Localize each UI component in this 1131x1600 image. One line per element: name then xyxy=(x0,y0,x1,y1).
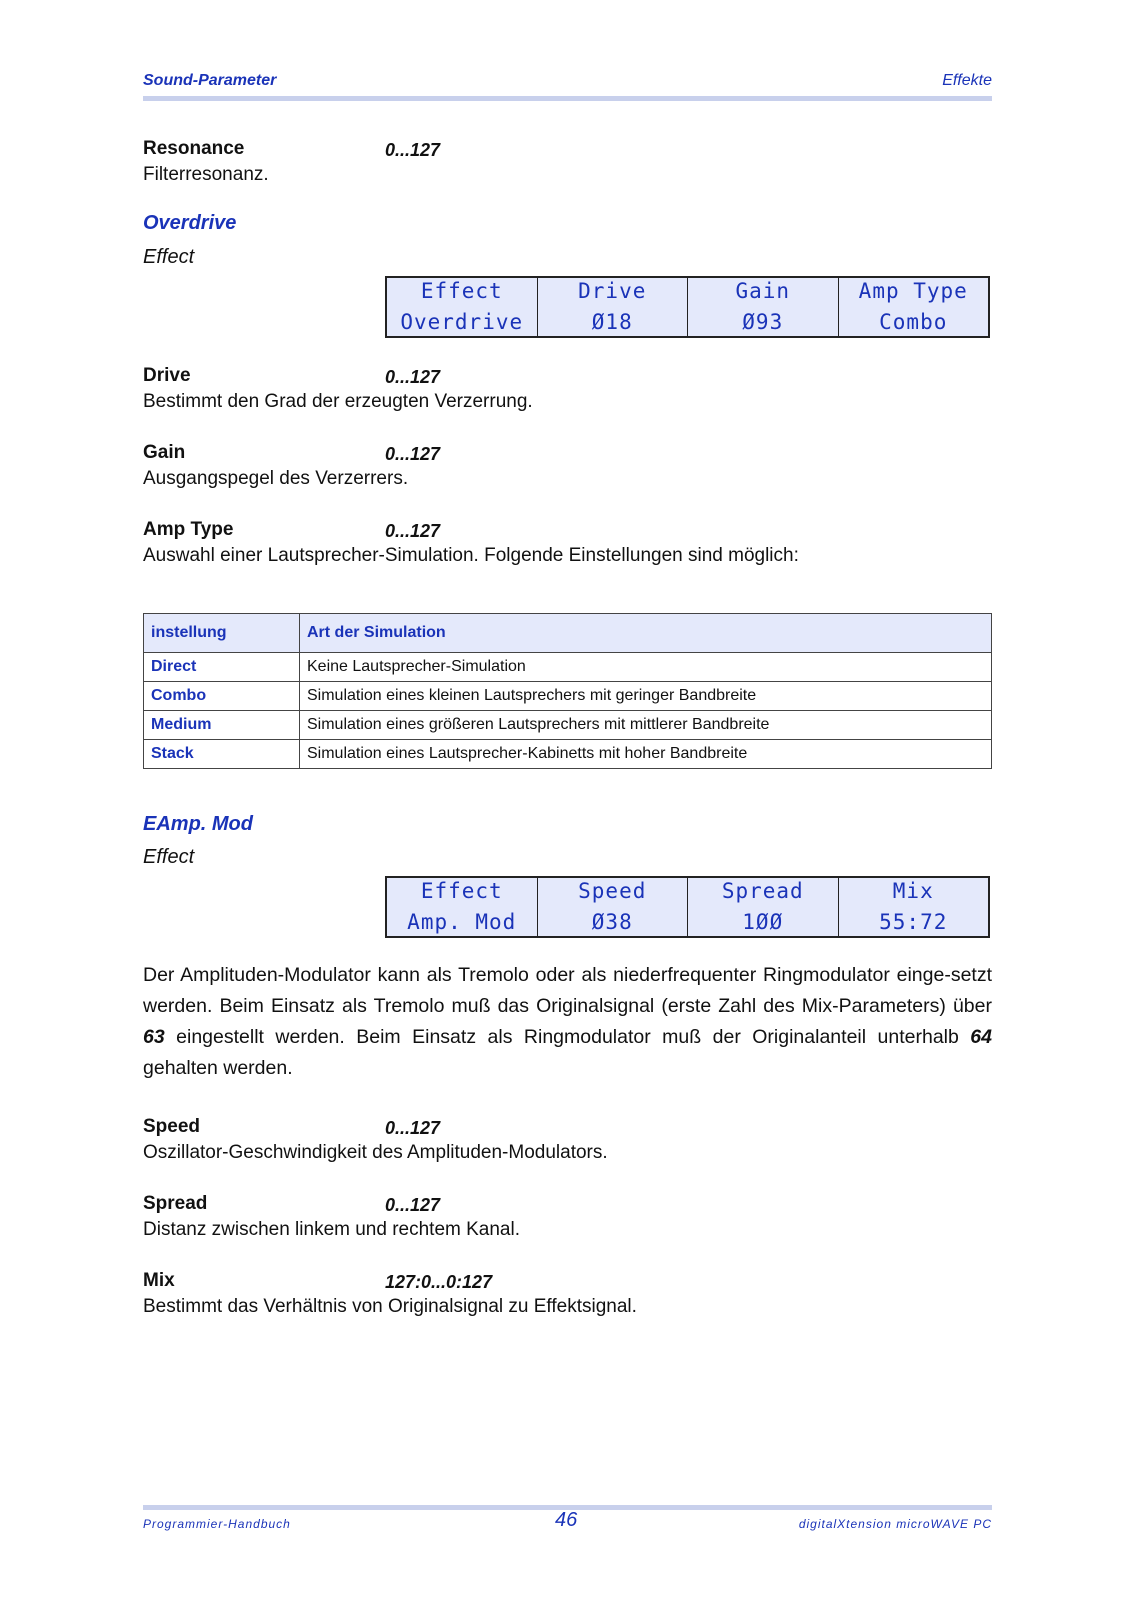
param-name-drive: Drive xyxy=(143,365,191,386)
param-name-spread: Spread xyxy=(143,1193,208,1214)
header-rule xyxy=(143,96,992,101)
footer-manual-title: Programmier-Handbuch xyxy=(143,1517,291,1531)
lcd-value: Ø93 xyxy=(742,310,784,334)
param-range-gain: 0...127 xyxy=(385,444,441,464)
param-name-resonance: Resonance xyxy=(143,138,245,159)
lcd-column xyxy=(839,278,989,336)
lcd-column xyxy=(387,278,538,336)
lcd-column xyxy=(538,878,689,936)
param-desc-resonance: Filterresonanz. xyxy=(143,164,269,185)
section-title-overdrive: Overdrive xyxy=(143,212,237,234)
param-desc-gain: Ausgangspegel des Verzerrers. xyxy=(143,468,409,489)
lcd-label: Effect xyxy=(420,879,503,903)
param-range-drive: 0...127 xyxy=(385,367,441,387)
lcd-label: Amp Type xyxy=(858,279,968,303)
table-row xyxy=(144,740,992,769)
running-header-chapter: Effekte xyxy=(942,72,992,89)
amp-mod-number: 64 xyxy=(970,1026,992,1048)
param-desc-spread: Distanz zwischen linkem und rechtem Kanal. xyxy=(143,1219,521,1240)
lcd-label: Speed xyxy=(578,879,647,903)
table-cell-description: Keine Lautsprecher-Simulation xyxy=(300,653,992,682)
table-cell-setting: Direct xyxy=(144,653,300,682)
section-subtitle-overdrive: Effect xyxy=(143,246,195,268)
table-cell-description: Simulation eines Lautsprecher-Kabinetts mit hoher Bandbreite xyxy=(300,740,992,769)
lcd-value: 1ØØ xyxy=(742,910,784,934)
table-cell-setting: Combo xyxy=(144,682,300,711)
param-name-gain: Gain xyxy=(143,442,186,463)
param-desc-speed: Oszillator-Geschwindigkeit des Amplituden-Modulators. xyxy=(143,1142,608,1163)
amp-mod-text-part: gehalten werden. xyxy=(143,1057,293,1079)
param-range-amp-type: 0...127 xyxy=(385,521,441,541)
table-header-cell: Art der Simulation xyxy=(300,614,992,653)
lcd-column xyxy=(538,278,689,336)
lcd-value: Ø38 xyxy=(591,910,633,934)
lcd-column xyxy=(839,878,989,936)
table-cell-description: Simulation eines kleinen Lautsprechers mit geringer Bandbreite xyxy=(300,682,992,711)
table-header-row xyxy=(144,614,992,653)
param-name-amp-type: Amp Type xyxy=(143,519,234,540)
lcd-display-overdrive xyxy=(385,276,990,338)
lcd-label: Mix xyxy=(892,879,934,903)
amp-mod-text-part: Der Amplituden-Modulator kann als Tremolo oder als niederfrequenter Ringmodulator einge-setzt werden. Beim Einsatz als Tremolo muß das Originalsignal (erste Zahl des Mix-Parameters) über xyxy=(143,964,992,1017)
lcd-column xyxy=(688,278,839,336)
table-cell-setting: Medium xyxy=(144,711,300,740)
lcd-label: Drive xyxy=(578,279,647,303)
section-title-amp-mod: EAmp. Mod xyxy=(143,813,253,835)
param-desc-amp-type: Auswahl einer Lautsprecher-Simulation. Folgende Einstellungen sind möglich: xyxy=(143,545,799,566)
param-name-mix: Mix xyxy=(143,1270,175,1291)
lcd-column xyxy=(688,878,839,936)
page-number: 46 xyxy=(555,1509,578,1531)
table-cell-setting: Stack xyxy=(144,740,300,769)
param-range-spread: 0...127 xyxy=(385,1195,441,1215)
lcd-label: Effect xyxy=(420,279,503,303)
table-header-cell: instellung xyxy=(144,614,300,653)
speaker-simulation-table xyxy=(143,613,992,769)
lcd-label: Spread xyxy=(721,879,804,903)
section-subtitle-amp-mod: Effect xyxy=(143,846,195,868)
lcd-value: Combo xyxy=(879,310,948,334)
amp-mod-text-part: eingestellt werden. Beim Einsatz als Ringmodulator muß der Originalanteil unterhalb xyxy=(164,1026,971,1048)
param-desc-mix: Bestimmt das Verhältnis von Originalsignal zu Effektsignal. xyxy=(143,1296,637,1317)
lcd-display-amp-mod xyxy=(385,876,990,938)
lcd-value: Amp. Mod xyxy=(407,910,517,934)
lcd-value: Overdrive xyxy=(400,310,524,334)
param-range-resonance: 0...127 xyxy=(385,140,441,160)
lcd-value: Ø18 xyxy=(591,310,633,334)
footer-product-name: digitalXtension microWAVE PC xyxy=(798,1517,992,1531)
amp-mod-number: 63 xyxy=(143,1026,165,1048)
table-cell-description: Simulation eines größeren Lautsprechers mit mittlerer Bandbreite xyxy=(300,711,992,740)
param-desc-drive: Bestimmt den Grad der erzeugten Verzerrung. xyxy=(143,391,533,412)
param-range-mix: 127:0...0:127 xyxy=(385,1272,493,1292)
lcd-value: 55:72 xyxy=(879,910,948,934)
table-row xyxy=(144,682,992,711)
amp-mod-description xyxy=(143,960,992,1084)
lcd-label: Gain xyxy=(735,279,791,303)
running-header-section: Sound-Parameter xyxy=(143,72,277,89)
lcd-column xyxy=(387,878,538,936)
param-range-speed: 0...127 xyxy=(385,1118,441,1138)
param-name-speed: Speed xyxy=(143,1116,201,1137)
table-row xyxy=(144,711,992,740)
table-row xyxy=(144,653,992,682)
